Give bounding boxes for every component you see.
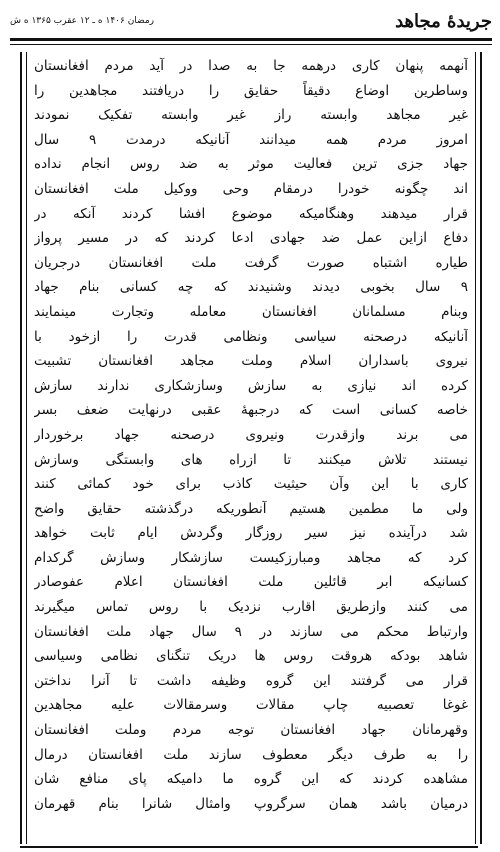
article-line: قرار میدهند وهنگامیکه موضوع افشا کردند آنکه در xyxy=(34,205,468,222)
article-line: وساطرین اوضاع دقیقاً حقایق را دریافتند مجاهدین را xyxy=(34,82,468,99)
article-line: وبنام مسلمانان افغانستان معامله وتجارت مینمایند xyxy=(34,303,468,320)
masthead xyxy=(10,6,492,36)
article-line: شد درآینده نیز سیر روزگار وگردش ایام ثابت خواهد xyxy=(34,525,468,542)
article-line: کرده اند نیازی به سازش وسازشکاری ندارند سازش xyxy=(34,377,468,394)
article-line: نیستند تلاش میکنند تا ازراه های وابستگی وسازش xyxy=(34,451,468,468)
article-line: طیاره اشتباه صورت گرفت ملت افغانستان درجریان xyxy=(34,254,468,271)
article-line: را به طرف دیگر معطوف سازند ملت افغانستان درمال xyxy=(34,746,468,763)
article-line: کاری با این وآن حیثیت کاذب برای خود کمائی کنند xyxy=(34,476,468,493)
header-rule-thin xyxy=(10,44,492,45)
article-line: خاصه کسانی است که درجبههٔ عقبی درنهایت ضعف بسر xyxy=(34,402,468,419)
article-column xyxy=(20,52,482,844)
article-line: مشاهده کردند که این گروه ما دامیکه پای منافع شان xyxy=(34,771,468,788)
article-line: اند چگونه خودرا درمقام وحی ووکیل ملت افغانستان xyxy=(34,180,468,197)
article-line: غوغا تعصبیه چاپ مقالات وسرمقالات علیه مجاهدین xyxy=(34,697,468,714)
article-line: آنهمه پنهان کاری درهمه جا به صدا در آید مردم افغانستان xyxy=(34,58,468,74)
article-line: امروز مردم همه میدانند آنانیکه درمدت ۹ سال xyxy=(34,131,468,148)
article-line: ولی ما مطمین هستیم آنطوریکه درگذشته حقایق واضح xyxy=(34,500,468,517)
column-inner-rule-right xyxy=(475,52,476,844)
article-line: قرار می گرفتند این گروه وظیفه داشت تا آنرا نداختن xyxy=(34,672,468,689)
article-line: جهاد جزی ترین فعالیت موثر به ضد روس انجام نداده xyxy=(34,156,468,173)
article-line: می کنند وازطریق اقارب نزدیک با روس تماس میگیرند xyxy=(34,599,468,616)
header-rule-thick xyxy=(10,38,492,41)
column-inner-rule-left xyxy=(26,52,27,844)
article-line: می برند وازقدرت ونیروی درصحنه جهاد برخوردار xyxy=(34,426,468,443)
article-line: نیروی باسداران اسلام وملت مجاهد افغانستان تشبیت xyxy=(34,353,468,370)
article-line: وارتباط محکم می سازند در ۹ سال جهاد ملت افغانستان xyxy=(34,623,468,640)
column-bottom-rule xyxy=(20,846,478,848)
article-line: شاهد بودکه هروقت روس ها دریک تنگنای نظامی وسیاسی xyxy=(34,648,468,665)
article-line: دفاع ازاین عمل ضد جهادی ادعا کردند که در مسیر پرواز xyxy=(34,230,468,247)
article-body xyxy=(34,54,468,844)
article-line: کسانیکه ابر قائلین ملت افغانستان اعلام عفوصادر xyxy=(34,574,468,591)
newspaper-title: جریدهٔ مجاهد xyxy=(395,10,492,32)
article-line: غیر مجاهد وابسته راز غیر وابسته تفکیک نمودند xyxy=(34,107,468,124)
article-line: وقهرمانان جهاد افغانستان توجه مردم وملت افغانستان xyxy=(34,722,468,739)
article-line: آنانیکه درصحنه سیاسی ونظامی قدرت را ازخود با xyxy=(34,328,468,345)
article-line: ۹ سال بخوبی دیدند وشنیدند که چه کسانی بنام جهاد xyxy=(34,279,468,296)
issue-date: رمضان ۱۴۰۶ ه ـ ۱۲ عقرب ۱۳۶۵ ه ش xyxy=(10,16,155,26)
article-line: کرد که مجاهد ومبارزکیست سازشکار وسازش گرکدام xyxy=(34,549,468,566)
article-line: درمیان باشد همان سرگروپ وامثال شانرا بنام قهرمان xyxy=(34,795,468,812)
page-header xyxy=(10,0,492,52)
